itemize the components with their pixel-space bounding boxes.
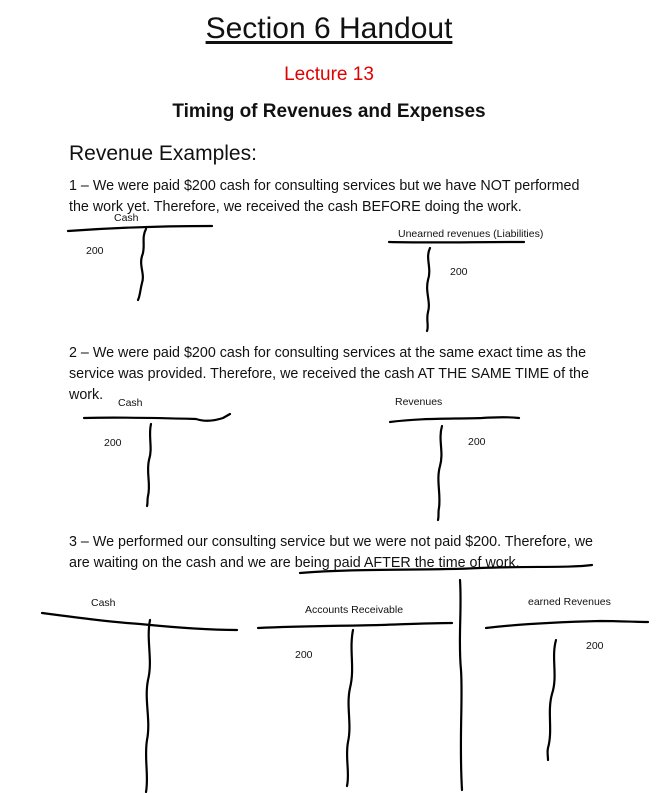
example-3-divider — [460, 580, 462, 790]
t-account-unearned-label: Unearned revenues (Liabilities) — [398, 228, 544, 240]
cash-2-top-line — [84, 414, 230, 421]
cash-3-stem — [146, 620, 150, 792]
lecture-label: Lecture 13 — [284, 64, 374, 85]
t-account-revenues-credit: 200 — [468, 436, 486, 448]
t-account-cash-2-label: Cash — [118, 397, 143, 409]
t-account-earned-revenues-label: earned Revenues — [528, 596, 611, 608]
t-account-cash-2-debit: 200 — [104, 437, 122, 449]
page-subtitle: Timing of Revenues and Expenses — [172, 101, 486, 122]
ar-stem — [347, 630, 353, 786]
t-account-earned-revenues-credit: 200 — [586, 640, 604, 652]
t-account-cash-3-label: Cash — [91, 597, 116, 609]
t-account-unearned-credit: 200 — [450, 266, 468, 278]
ar-top-line — [258, 623, 452, 628]
page-title: Section 6 Handout — [205, 12, 453, 45]
example-2-text: 2 – We were paid $200 cash for consulting services at the same exact time as the service was provided. Therefore, we received the cash AT THE SAME TIME of the work. — [69, 345, 589, 403]
cash-1-stem — [138, 229, 146, 300]
revenues-top-line — [390, 417, 519, 422]
unearned-stem — [427, 248, 430, 331]
t-account-cash-1-label: Cash — [114, 212, 139, 224]
cash-3-top-line — [42, 613, 237, 630]
example-1-text: 1 – We were paid $200 cash for consulting services but we have NOT performed the work yet. Therefore, we received the cash BEFORE doing the work. — [69, 178, 580, 215]
earned-revenues-stem — [548, 640, 556, 760]
example-3-underline — [300, 565, 592, 573]
earned-revenues-top-line — [486, 621, 648, 628]
example-3-text: 3 – We performed our consulting service but we were not paid $200. Therefore, we are waiting on the cash and we are being paid AFTER the time of work. — [69, 534, 593, 571]
t-account-ar-label: Accounts Receivable — [305, 604, 404, 616]
t-account-revenues-label: Revenues — [395, 396, 443, 408]
cash-2-stem — [147, 424, 151, 506]
cash-1-top-line — [68, 226, 212, 231]
t-account-cash-1-debit: 200 — [86, 245, 104, 257]
t-account-ar-debit: 200 — [295, 649, 313, 661]
revenues-stem — [438, 426, 442, 520]
section-heading: Revenue Examples: — [69, 142, 257, 165]
